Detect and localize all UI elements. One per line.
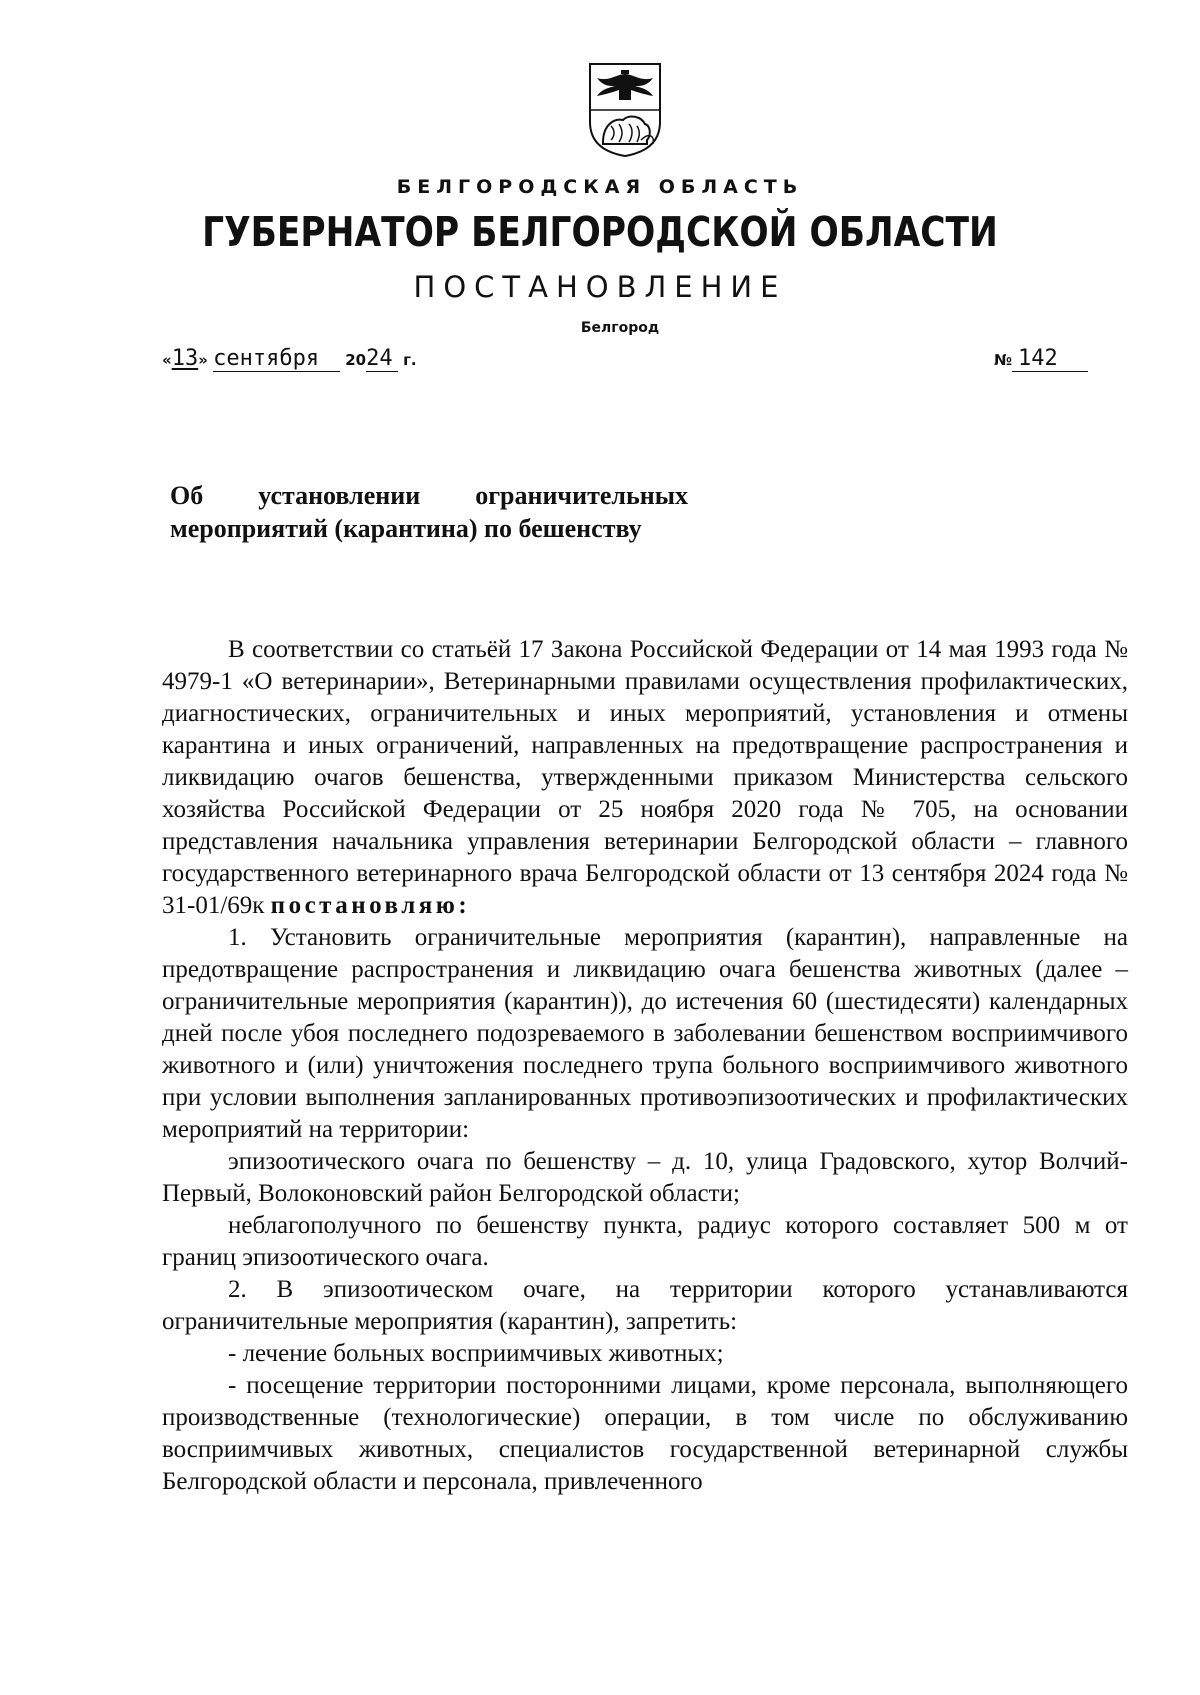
date-day: 13 (171, 346, 199, 371)
date-year-prefix: 20 (345, 351, 367, 369)
region-heading: БЕЛГОРОДСКАЯ ОБЛАСТЬ (396, 176, 804, 198)
document-date (162, 346, 417, 372)
date-year-mark: г. (403, 351, 417, 369)
date-month: сентября (213, 346, 320, 371)
document-number (994, 346, 1088, 372)
date-quote-close: » (198, 351, 208, 369)
paragraph-outbreak-focus: эпизоотического очага по бешенству – д. 10, улица Градовского, хутор Волчий-Первый, Волоконовский район Белгородской области; (162, 1148, 1128, 1207)
paragraph-item-1: 1. Установить ограничительные мероприятия (карантин), направленные на предотвращение распространения и ликвидацию очага бешенства животных (далее – ограничительные мероприятия (карантин)), до истечения 60 (шестидесяти) календарных дней после убоя последнего подозреваемого в заболевании бешенством восприимчивого животного и (или) уничтожения последнего трупа больного восприимчивого животного при условии выполнения запланированных противоэпизоотических и профилактических мероприятий на территории: (162, 924, 1128, 1143)
city-label: Белгород (580, 320, 660, 336)
decree-word: постановляю: (270, 892, 471, 919)
paragraph-preamble (162, 634, 1128, 922)
paragraph-unfavorable-point: неблагополучного по бешенству пункта, радиус которого составляет 500 м от границ эпизоотического очага. (162, 1212, 1128, 1271)
date-year-suffix: 24 (366, 346, 393, 371)
preamble-text: В соответствии со статьёй 17 Закона Российской Федерации от 14 мая 1993 года № 4979-1 «О ветеринарии», Ветеринарными правилами осуществления профилактических, диагностических, ограничительных и иных мероприятий, установления и отмены карантина и иных ограничений, направленных на предотвращение распространения и ликвидацию очагов бешенства, утвержденными приказом Министерства сельского хозяйства Российской Федерации от 25 ноября 2020 года № 705, на основании представления начальника управления ветеринарии Белгородской области – главного государственного ветеринарного врача Белгородской области от 13 сентября 2024 года № 31-01/69к (162, 636, 1128, 919)
document-type: ПОСТАНОВЛЕНИЕ (413, 270, 787, 304)
title-line-1: Об установлении ограничительных (170, 481, 688, 510)
document-body (162, 634, 1128, 1498)
paragraph-item-2: 2. В эпизоотическом очаге, на территории которого устанавливаются ограничительные мероприятия (карантин), запретить: (162, 1276, 1128, 1335)
coat-of-arms-emblem (585, 60, 665, 158)
document-title (170, 479, 688, 545)
date-quote-open: « (162, 351, 172, 369)
title-line-2: мероприятий (карантина) по бешенству (170, 514, 642, 543)
paragraph-ban-visits: - посещение территории посторонними лицами, кроме персонала, выполняющего производственные (технологические) операции, в том числе по обслуживанию восприимчивых животных, специалистов государственной ветеринарной службы Белгородской области и персонала, привлеченного (162, 1372, 1128, 1495)
paragraph-ban-treatment: - лечение больных восприимчивых животных; (228, 1340, 724, 1367)
number-value: 142 (1012, 346, 1088, 372)
governor-heading: ГУБЕРНАТОР БЕЛГОРОДСКОЙ ОБЛАСТИ (202, 208, 998, 256)
number-sign: № (994, 351, 1013, 369)
